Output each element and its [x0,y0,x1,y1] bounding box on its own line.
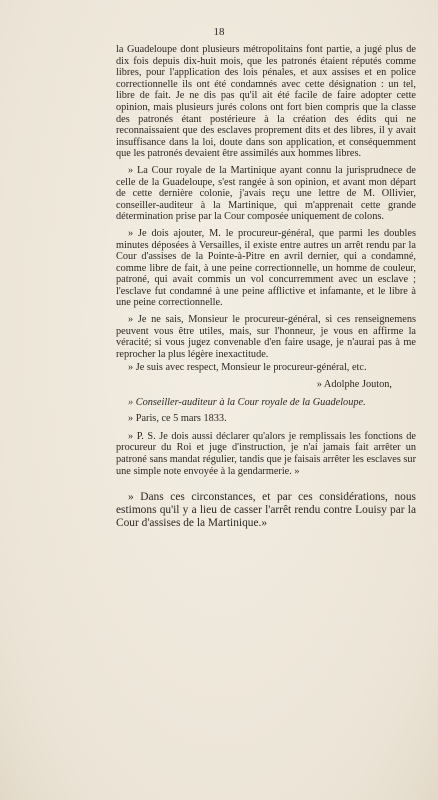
document-body [116,44,416,535]
paragraph-4: » Je ne sais, Monsieur le procureur-général, si ces renseignemens peuvent vous être utiles, mais, sur l'honneur, je vous en affirme la véracité; si vous jugez convenable d'en faire usage, je n'aurai pas à me reprocher la plus légère inexactitude. [116,314,416,360]
paragraph-1: la Guadeloupe dont plusieurs métropolitains font partie, a jugé plus de dix fois depuis dix-huit mois, que les patronés étaient réputés comme libres, pour l'application des lois pénales, et aux assises et en police correctionnelle ils ont été condamnés avec cette désignation : un tel, libre de fait. Je ne dis pas qu'il ait été facile de faire adopter cette opinion, mais plusieurs jurés colons ont fort bien compris que la classe des patronés étant postérieure à la création des édits qui ne reconnaissaient que des esclaves proprement dits et des libres, il y avait insuffisance dans la loi, doute dans son application, et conséquemment que les patronés devaient être assimilés aux hommes libres. [116,44,416,160]
postscript: » P. S. Je dois aussi déclarer qu'alors je remplissais les fonctions de procureur du Roi et juge d'instruction, je n'ai jamais fait arrêter un patroné sans mandat régulier, tandis que je faisais arrêter les esclaves sur une simple note envoyée à la gendarmerie. » [116,430,416,477]
page-number: 18 [213,26,225,38]
paragraph-3: » Je dois ajouter, M. le procureur-général, que parmi les doubles minutes déposées à Versailles, il existe entre autres un arrêt rendu par la Cour d'assises de la Pointe-à-Pitre en avril dernier, qui a condamné, comme libre de fait, à une peine correctionnelle, un homme de couleur, patroné, qui avait commis un vol concurremment avec un esclave ; l'esclave fut condamné à une peine afflictive et infamante, et le libre à une peine correctionnelle. [116,227,416,309]
signature: » Adolphe Jouton, [316,379,392,391]
conclusion-paragraph: » Dans ces circonstances, et par ces considérations, nous estimons qu'il y a lieu de casser l'arrêt rendu contre Louisy par la Cour d'assises de la Martinique.» [116,491,416,530]
closing-line: » Je suis avec respect, Monsieur le procureur-général, etc. [128,362,367,374]
signature-title: » Conseiller-auditeur à la Cour royale de la Guadeloupe. [128,396,366,408]
paragraph-2: » La Cour royale de la Martinique ayant connu la jurisprudnece de celle de la Guadeloupe, s'est rangée à son opinion, et avant mon départ de cette dernière colonie, j'avais reçu une lettre de M. Ollivier, conseiller-auditeur à la Martinique, qui m'apprenait cette grande détermination prise par la Cour composée uniquement de colons. [116,164,416,223]
date-line: » Paris, ce 5 mars 1833. [128,413,227,425]
